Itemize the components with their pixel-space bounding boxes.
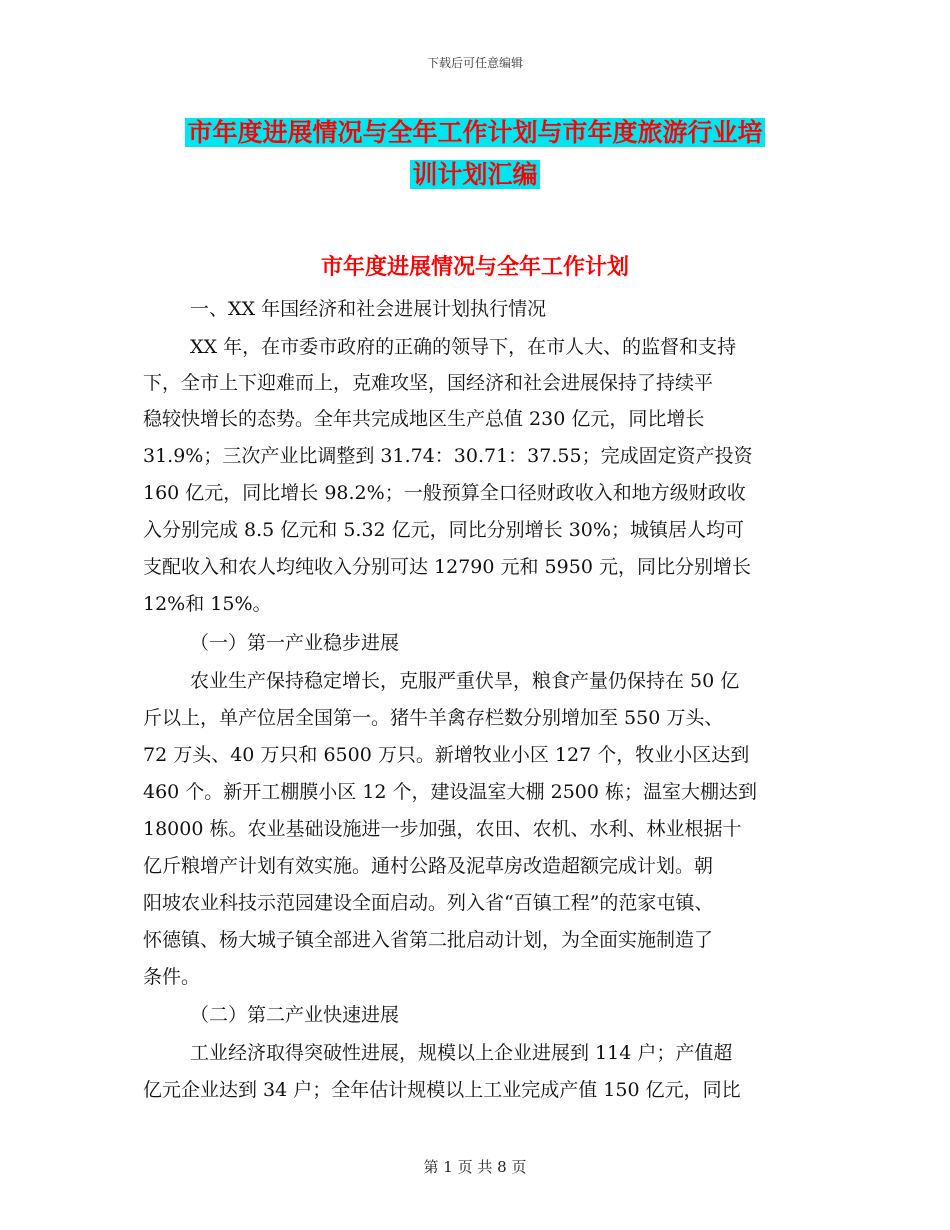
body-line: 稳较快增长的态势。全年共完成地区生产总值 230 亿元，同比增长 xyxy=(143,408,705,430)
body-line: 下，全市上下迎难而上，克难攻坚，国经济和社会进展保持了持续平 xyxy=(143,372,714,394)
body-line: 支配收入和农人均纯收入分别可达 12790 元和 5950 元，同比分别增长 xyxy=(143,556,751,578)
body-line: 斤以上，单产位居全国第一。猪牛羊禽存栏数分别增加至 550 万头、 xyxy=(143,707,724,729)
section-title: 市年度进展情况与全年工作计划 xyxy=(320,255,629,280)
body-line: 亿斤粮增产计划有效实施。通村公路及泥草房改造超额完成计划。朝 xyxy=(143,855,714,877)
body-line: 460 个。新开工棚膜小区 12 个，建设温室大棚 2500 栋；温室大棚达到 xyxy=(143,781,757,803)
document-title-text-2: 训计划汇编 xyxy=(412,160,538,189)
body-line: 阳坡农业科技示范园建设全面启动。列入省“百镇工程”的范家屯镇、 xyxy=(143,892,714,914)
document-title-text-1: 市年度进展情况与全年工作计划与市年度旅游行业培 xyxy=(187,118,763,147)
heading-line: 一、XX 年国经济和社会进展计划执行情况 xyxy=(190,298,547,320)
heading-line: （二）第二产业快速进展 xyxy=(190,1004,400,1026)
body-line: 入分别完成 8.5 亿元和 5.32 亿元，同比分别增长 30%；城镇居人均可 xyxy=(143,519,744,541)
page-footer: 第 1 页 共 8 页 xyxy=(423,1158,527,1176)
body-line: 工业经济取得突破性进展，规模以上企业进展到 114 户；产值超 xyxy=(190,1042,733,1064)
body-line: 12%和 15%。 xyxy=(143,593,272,615)
document-title-line-2 xyxy=(0,158,950,192)
document-title-line-1 xyxy=(0,116,950,150)
body-line: 160 亿元，同比增长 98.2%；一般预算全口径财政收入和地方级财政收 xyxy=(143,482,746,504)
body-line: 31.9%；三次产业比调整到 31.74：30.71：37.55；完成固定资产投资 xyxy=(143,445,753,467)
body-line: 18000 栋。农业基础设施进一步加强，农田、农机、水利、林业根据十 xyxy=(143,818,742,840)
body-line: 条件。 xyxy=(143,966,201,988)
body-line: 72 万头、40 万只和 6500 万只。新增牧业小区 127 个，牧业小区达到 xyxy=(143,744,750,766)
heading-line: （一）第一产业稳步进展 xyxy=(190,632,400,654)
body-line: 农业生产保持稳定增长，克服严重伏旱，粮食产量仍保持在 50 亿 xyxy=(190,670,740,692)
body-line: 亿元企业达到 34 户；全年估计规模以上工业完成产值 150 亿元，同比 xyxy=(143,1079,741,1101)
body-line: 怀德镇、杨大城子镇全部进入省第二批启动计划，为全面实施制造了 xyxy=(143,929,714,951)
page-header: 下载后可任意编辑 xyxy=(426,56,523,70)
body-line: XX 年，在市委市政府的正确的领导下，在市人大、的监督和支持 xyxy=(190,336,737,358)
